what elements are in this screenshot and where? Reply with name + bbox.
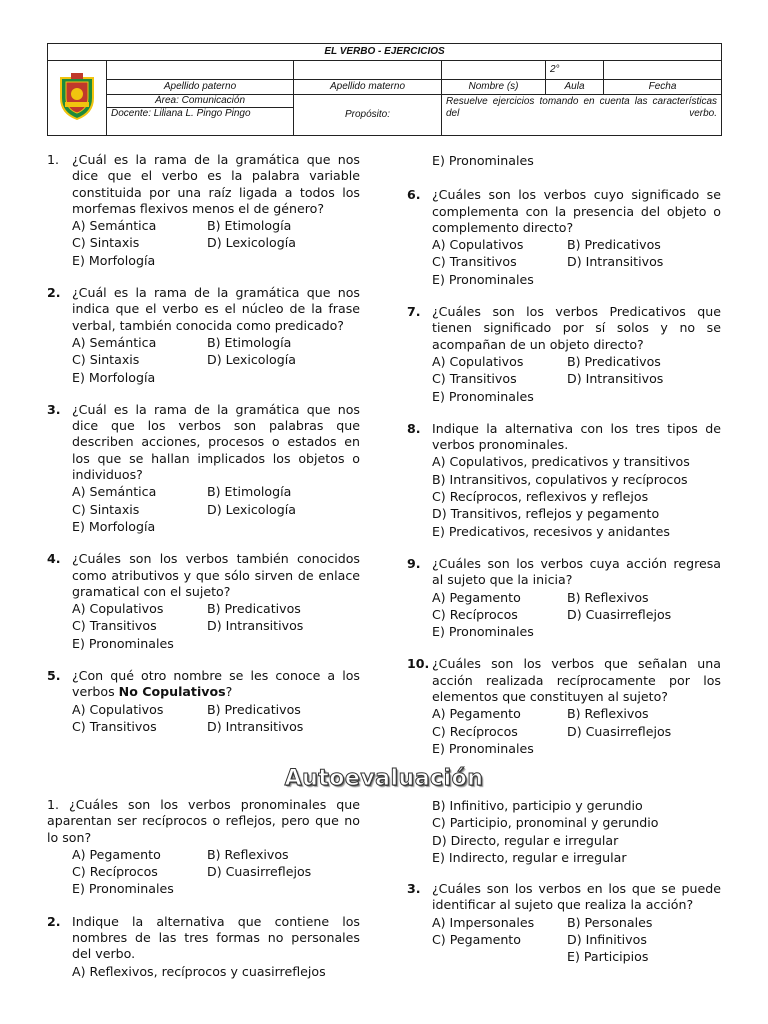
option[interactable]: A) Copulativos <box>432 353 524 369</box>
question-3: 3. ¿Cuál es la rama de la gramática que nos dice que los verbos son palabras que describen acciones, procesos o estados en los que se hallan implicados los objetos o individuos? A) Semántica B) Etimología C) Sintaxis D) Lexicología E) Morfología <box>47 401 360 534</box>
question-5-continuation <box>432 152 721 169</box>
question-text: ¿Con qué otro nombre se les conoce a los verbos No Copulativos? <box>72 668 360 700</box>
option[interactable]: A) Reflexivos, recíprocos y cuasirreflejos <box>72 963 326 979</box>
option[interactable]: B) Predicativos <box>567 237 661 253</box>
option[interactable]: A) Semántica <box>72 484 157 500</box>
option[interactable]: E) Morfología <box>72 369 156 385</box>
worksheet-title: EL VERBO - EJERCICIOS <box>48 44 722 61</box>
option <box>432 948 567 965</box>
option[interactable]: A) Copulativos <box>72 701 164 717</box>
question-7: 7. ¿Cuáles son los verbos Predicativos que tienen significado por sí solos y no se acompañan de un objeto directo? A) Copulativos B) Predicativos C) Transitivos D) Intransitivos E) Pronominales <box>407 304 721 404</box>
proposito-label: Propósito: <box>294 94 442 135</box>
option[interactable]: D) Cuasirreflejos <box>567 606 672 622</box>
option[interactable]: D) Intransitivos <box>567 371 664 387</box>
option[interactable]: D) Transitivos, reflejos y pegamento <box>432 506 660 522</box>
question-6: 6. ¿Cuáles son los verbos cuyo significado se complementa con la presencia del objeto o complemento directo? A) Copulativos B) Predicativos C) Transitivos D) Intransitivos E) Pronominales <box>407 187 721 287</box>
option[interactable]: C) Recíprocos <box>432 723 518 739</box>
option[interactable]: E) Pronominales <box>432 388 534 404</box>
question-text: ¿Cuáles son los verbos en los que se puede identificar al sujeto que realiza la acción? <box>432 881 721 913</box>
proposito-text: Resuelve ejercicios tomando en cuenta las características del verbo. <box>446 95 718 119</box>
option[interactable]: C) Transitivos <box>432 371 517 387</box>
option[interactable]: B) Etimología <box>207 334 292 350</box>
label-nombre: Nombre (s) <box>442 80 546 94</box>
question-text: 1. ¿Cuáles son los verbos pronominales que aparentan ser recíprocos o reflejos, pero que no lo son? <box>47 797 360 845</box>
worksheet-header <box>47 43 721 136</box>
area-label: Área: Comunicación <box>107 94 294 107</box>
option[interactable]: D) Directo, regular e irregular <box>432 832 619 848</box>
ae-question-2-continuation <box>432 797 721 866</box>
question-9: 9. ¿Cuáles son los verbos cuya acción regresa al sujeto que la inicia? A) Pegamento B) Reflexivos C) Recíprocos D) Cuasirreflejos E) Pronominales <box>407 555 721 640</box>
option[interactable]: B) Etimología <box>207 484 292 500</box>
option[interactable]: E) Participios <box>567 949 649 965</box>
option[interactable]: A) Semántica <box>72 334 157 350</box>
option[interactable]: D) Lexicología <box>207 235 296 251</box>
autoevaluacion-title: Autoevaluación <box>284 766 484 791</box>
question-text: ¿Cuáles son los verbos cuya acción regresa al sujeto que la inicia? <box>432 555 721 588</box>
apellido-paterno-value[interactable] <box>107 60 294 80</box>
label-fecha: Fecha <box>604 80 722 94</box>
option[interactable]: E) Pronominales <box>72 635 174 651</box>
question-text: ¿Cuáles son los verbos que señalan una acción realizada recíprocamente por los elementos que constituyen al sujeto? <box>432 656 721 705</box>
option[interactable]: B) Reflexivos <box>567 706 649 722</box>
option[interactable]: E) Morfología <box>72 518 156 534</box>
question-4: 4. ¿Cuáles son los verbos también conocidos como atributivos y que sólo sirven de enlace gramatical con el sujeto? A) Copulativos B) Predicativos C) Transitivos D) Intransitivos E) Pronominales <box>47 551 360 651</box>
option[interactable]: E) Indirecto, regular e irregular <box>432 849 627 865</box>
option[interactable]: A) Pegamento <box>72 846 161 862</box>
question-5: 5. ¿Con qué otro nombre se les conoce a los verbos No Copulativos? A) Copulativos B) Predicativos C) Transitivos D) Intransitivos <box>47 668 360 734</box>
option[interactable]: E) Pronominales <box>432 740 534 756</box>
option[interactable]: C) Sintaxis <box>72 235 140 251</box>
label-apellido-materno: Apellido materno <box>294 80 442 94</box>
option[interactable]: A) Copulativos, predicativos y transitivos <box>432 454 690 470</box>
option[interactable]: B) Personales <box>567 914 653 930</box>
question-text: ¿Cuáles son los verbos cuyo significado se complementa con la presencia del objeto o complemento directo? <box>432 187 721 235</box>
option[interactable]: B) Reflexivos <box>567 589 649 605</box>
option[interactable]: A) Impersonales <box>432 914 535 930</box>
option[interactable]: C) Transitivos <box>72 618 157 634</box>
header-table <box>47 43 722 136</box>
option[interactable]: C) Pegamento <box>432 932 521 948</box>
option[interactable]: E) Pronominales <box>432 271 534 287</box>
right-column <box>407 152 721 757</box>
ae-question-3: 3. ¿Cuáles son los verbos en los que se puede identificar al sujeto que realiza la acción? A) Impersonales B) Personales C) Pegamento D) Infinitivos E) Participios <box>407 881 721 965</box>
option[interactable]: C) Participio, pronominal y gerundio <box>432 815 659 831</box>
question-text: ¿Cuáles son los verbos Predicativos que tienen significado por sí solos y no se acompañan de un objeto directo? <box>432 304 721 352</box>
option[interactable]: E) Morfología <box>72 252 156 268</box>
option[interactable]: C) Sintaxis <box>72 352 140 368</box>
option[interactable]: C) Recíprocos, reflexivos y reflejos <box>432 489 649 505</box>
option[interactable]: D) Lexicología <box>207 501 296 517</box>
question-10: 10. ¿Cuáles son los verbos que señalan una acción realizada recíprocamente por los elementos que constituyen al sujeto? A) Pegamento B) Reflexivos C) Recíprocos D) Cuasirreflejos E) Pronominales <box>407 656 721 756</box>
option[interactable]: B) Reflexivos <box>207 846 289 862</box>
left-column <box>47 152 360 735</box>
option[interactable]: A) Copulativos <box>432 237 524 253</box>
option[interactable]: B) Predicativos <box>207 701 301 717</box>
option[interactable]: A) Copulativos <box>72 601 164 617</box>
docente-label: Docente: Liliana L. Pingo Pingo <box>107 108 294 136</box>
option[interactable]: D) Intransitivos <box>567 254 664 270</box>
option[interactable]: E) Predicativos, recesivos y anidantes <box>432 523 670 539</box>
option[interactable]: E) Pronominales <box>432 153 534 168</box>
option[interactable]: C) Transitivos <box>432 254 517 270</box>
option[interactable]: E) Pronominales <box>432 624 534 640</box>
option[interactable]: D) Cuasirreflejos <box>207 864 312 880</box>
ae-question-1 <box>47 797 360 898</box>
option[interactable]: D) Intransitivos <box>207 618 304 634</box>
option[interactable]: B) Predicativos <box>207 601 301 617</box>
option[interactable]: B) Intransitivos, copulativos y recíprocos <box>432 471 688 487</box>
option[interactable]: D) Intransitivos <box>207 718 304 734</box>
question-1: 1. ¿Cuál es la rama de la gramática que nos dice que el verbo es la palabra variable constituida por una raíz ligada a todos los morfemas flexivos menos el de género? A) Semántica B) Etimología C) Sintaxis D) Lexicología E) Morfología <box>47 152 360 268</box>
question-text: ¿Cuál es la rama de la gramática que nos indica que el verbo es el núcleo de la frase verbal, también conocida como predicado? <box>72 285 360 333</box>
ae-question-2: 2. Indique la alternativa que contiene los nombres de las tres formas no personales del verbo. A) Reflexivos, recíprocos y cuasirreflejos <box>47 913 360 979</box>
option[interactable]: E) Pronominales <box>72 881 174 897</box>
fecha-value[interactable] <box>604 60 722 80</box>
question-text: ¿Cuáles son los verbos también conocidos como atributivos y que sólo sirven de enlace gramatical con el sujeto? <box>72 551 360 599</box>
option[interactable]: B) Infinitivo, participio y gerundio <box>432 798 643 813</box>
option[interactable]: A) Pegamento <box>432 706 521 722</box>
option[interactable]: D) Infinitivos <box>567 932 647 948</box>
question-text: Indique la alternativa que contiene los nombres de las tres formas no personales del verbo. <box>72 913 360 962</box>
option[interactable]: D) Cuasirreflejos <box>567 723 672 739</box>
option[interactable]: C) Recíprocos <box>432 606 518 622</box>
question-2: 2. ¿Cuál es la rama de la gramática que nos indica que el verbo es el núcleo de la frase verbal, también conocida como predicado? A) Semántica B) Etimología C) Sintaxis D) Lexicología E) Morfología <box>47 285 360 385</box>
option[interactable]: D) Lexicología <box>207 352 296 368</box>
question-text: ¿Cuál es la rama de la gramática que nos dice que el verbo es la palabra variable constituida por una raíz ligada a todos los morfemas flexivos menos el de género? <box>72 152 360 216</box>
autoevaluacion-right-column <box>407 797 721 966</box>
option[interactable]: B) Etimología <box>207 218 292 234</box>
question-text: Indique la alternativa con los tres tipos de verbos pronominales. <box>432 420 721 453</box>
option[interactable]: A) Pegamento <box>432 589 521 605</box>
option[interactable]: C) Recíprocos <box>72 864 158 880</box>
label-apellido-paterno: Apellido paterno <box>107 80 294 94</box>
label-aula: Aula <box>546 80 604 94</box>
option[interactable]: C) Transitivos <box>72 718 157 734</box>
aula-value: 2° <box>546 60 604 80</box>
autoevaluacion-left-column <box>47 797 360 980</box>
option[interactable]: C) Sintaxis <box>72 501 140 517</box>
apellido-materno-value[interactable] <box>294 60 442 80</box>
school-crest-icon <box>57 72 97 120</box>
school-logo <box>48 60 107 135</box>
option[interactable]: B) Predicativos <box>567 353 661 369</box>
question-text: ¿Cuál es la rama de la gramática que nos dice que los verbos son palabras que describen acciones, procesos o estados en los que se hallan implicados los objetos o individuos? <box>72 401 360 483</box>
question-8: 8. Indique la alternativa con los tres tipos de verbos pronominales. A) Copulativos, predicativos y transitivos B) Intransitivos, copulativos y recíprocos C) Recíprocos, reflexivos y reflejos D) Transitivos, reflejos y pegamento E) Predicativos, recesivos y anidantes <box>407 420 721 539</box>
option[interactable]: A) Semántica <box>72 218 157 234</box>
nombre-value[interactable] <box>442 60 546 80</box>
